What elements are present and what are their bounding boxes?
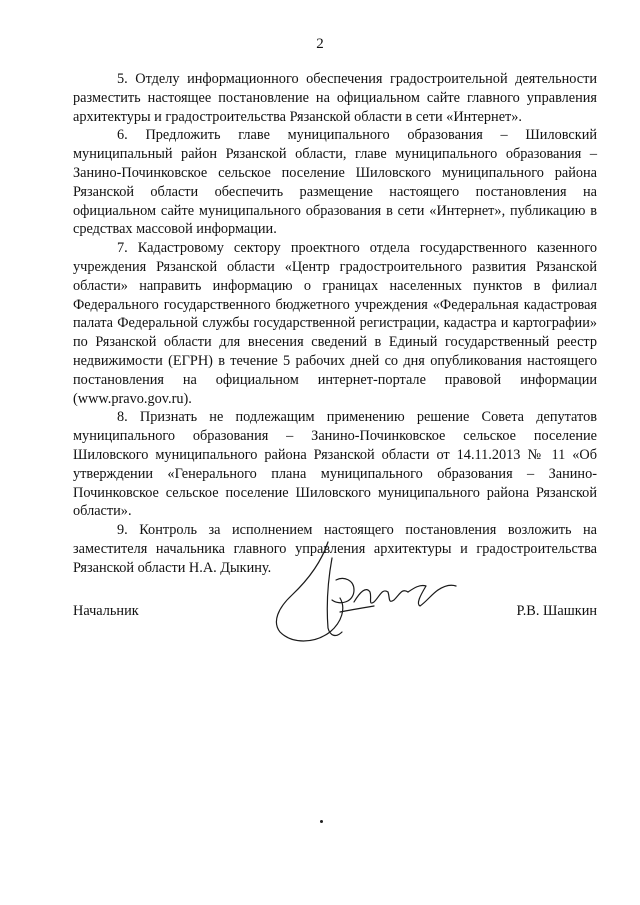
paragraph-9: 9. Контроль за исполнением настоящего постановления возложить на заместителя начальника главного управления архитектуры и градостроительства Рязанской области Н.А. Дыкину. [73, 522, 597, 576]
page-number: 2 [316, 36, 324, 52]
scan-speck [320, 820, 323, 823]
signatory-position: Начальник [73, 603, 139, 619]
paragraph-5: 5. Отделу информационного обеспечения градостроительной деятельности разместить настоящее постановление на официальном сайте главного управления архитектуры и градостроительства Рязанской области в сети «Интернет». [73, 71, 597, 125]
paragraph-6: 6. Предложить главе муниципального образования – Шиловский муниципальный район Рязанской области, главе муниципального образования – Занино-Починковское сельское поселение Шиловского муниципального района Рязанской области обеспечить размещение настоящего постановления на официальном сайте муниципального образования в сети «Интернет», публикацию в средствах массовой информации. [73, 127, 597, 238]
paragraph-7: 7. Кадастровому сектору проектного отдела государственного казенного учреждения Рязанской области «Центр градостроительного развития Рязанской области» направить информацию о границах населенных пунктов в филиал Федерального государственного бюджетного учреждения «Федеральная кадастровая палата Федеральной службы государственной регистрации, кадастра и картографии» по Рязанской области для внесения сведений в Единый государственный реестр недвижимости (ЕГРН) в течение 5 рабочих дней со дня опубликования настоящего постановления на официальном интернет-портале правовой информации (www.pravo.gov.ru). [73, 240, 597, 407]
paragraph-8: 8. Признать не подлежащим применению решение Совета депутатов муниципального образования – Занино-Починковское сельское поселение Шиловского муниципального района Рязанской области от 14.11.2013 № 11 «Об утверждении «Генерального плана муниципального образования – Занино-Починковское сельское поселение Шиловского муниципального района Рязанской области». [73, 409, 597, 520]
handwritten-signature [270, 540, 460, 660]
document-body [73, 70, 597, 578]
signature-block [73, 603, 597, 627]
signatory-name: Р.В. Шашкин [516, 603, 597, 619]
